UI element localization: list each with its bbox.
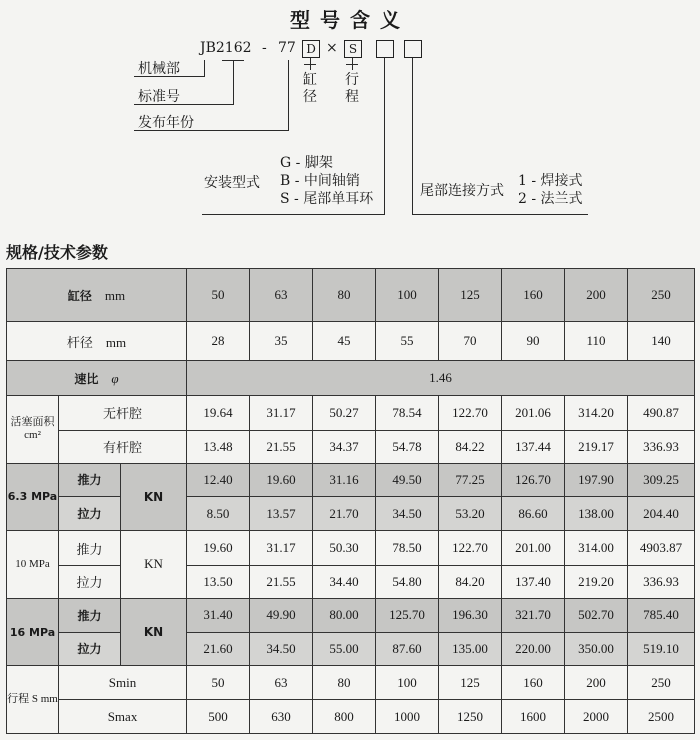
p16-label: 16 MPa [7,598,59,666]
force-cell: 49.90 [250,598,313,632]
force-cell: 34.50 [376,497,439,531]
area-cell: 122.70 [439,395,502,430]
force-cell: 84.20 [439,565,502,598]
area-cell: 21.55 [250,430,313,463]
force-cell: 21.60 [187,632,250,666]
stroke-cell: 1250 [439,700,502,734]
row-p63-pull [7,497,695,531]
stroke-label: 行程 S mm [7,666,59,734]
bore-cell: 250 [628,269,695,322]
area-no-rod-label: 无杆腔 [59,395,187,430]
bore-cell: 160 [502,269,565,322]
force-cell: 220.00 [502,632,565,666]
force-cell: 126.70 [502,463,565,497]
ratio-symbol: φ [111,370,119,386]
force-cell: 219.20 [565,565,628,598]
area-rod-label: 有杆腔 [59,430,187,463]
row-rod [7,322,695,361]
force-cell: 78.50 [376,531,439,566]
rod-cell: 28 [187,322,250,361]
stroke-cell: 630 [250,700,313,734]
stroke-cell: 1600 [502,700,565,734]
force-cell: 77.25 [439,463,502,497]
area-cell: 54.78 [376,430,439,463]
model-title: 型号含义 [290,8,410,32]
mount-option-b: B - 中间轴销 [280,173,360,189]
pull-label: 拉力 [59,497,121,531]
force-cell: 31.17 [250,531,313,566]
force-cell: 34.40 [313,565,376,598]
label-year: 发布年份 [138,115,194,131]
force-cell: 21.70 [313,497,376,531]
rod-cell: 45 [313,322,376,361]
p10-label: 10 MPa [7,531,59,599]
bore-cell: 125 [439,269,502,322]
rod-cell: 140 [628,322,695,361]
stroke-cell: 2500 [628,700,695,734]
force-cell: 53.20 [439,497,502,531]
area-cell: 201.06 [502,395,565,430]
pull-label: 拉力 [59,632,121,666]
bore-cell: 80 [313,269,376,322]
force-cell: 19.60 [187,531,250,566]
model-code-year: 77 [278,40,296,56]
area-cell: 84.22 [439,430,502,463]
label-mount: 安装型式 [204,175,260,191]
stroke-cell: 200 [565,666,628,700]
bore-label: 缸径 [67,288,92,303]
row-area-no-rod [7,395,695,430]
area-cell: 336.93 [628,430,695,463]
force-cell: 31.40 [187,598,250,632]
section-title: 规格/技术参数 [6,243,108,262]
label-standard: 标准号 [138,89,180,105]
stroke-cell: 2000 [565,700,628,734]
bore-cell: 50 [187,269,250,322]
force-cell: 201.00 [502,531,565,566]
area-cell: 137.44 [502,430,565,463]
force-cell: 50.30 [313,531,376,566]
row-area-rod [7,430,695,463]
force-cell: 196.30 [439,598,502,632]
stroke-cell: 125 [439,666,502,700]
push-label: 推力 [59,531,121,566]
model-code-times: × [326,40,338,56]
row-p10-push [7,531,695,566]
stroke-cell: 80 [313,666,376,700]
rod-cell: 70 [439,322,502,361]
force-cell: 122.70 [439,531,502,566]
row-p16-pull [7,632,695,666]
p63-label: 6.3 MPa [7,463,59,531]
rod-label: 杆径 [66,334,93,350]
model-code-prefix: JB2162 [200,40,252,56]
row-bore [7,269,695,322]
force-cell: 87.60 [376,632,439,666]
area-cell: 31.17 [250,395,313,430]
label-dept: 机械部 [138,61,180,77]
force-cell: 4903.87 [628,531,695,566]
stroke-cell: 50 [187,666,250,700]
push-label: 推力 [59,463,121,497]
stroke-cell: 100 [376,666,439,700]
label-tail: 尾部连接方式 [420,183,504,199]
rod-cell: 110 [565,322,628,361]
force-unit: KN [121,598,187,666]
row-p16-push [7,598,695,632]
force-cell: 54.80 [376,565,439,598]
force-cell: 55.00 [313,632,376,666]
row-smax [7,700,695,734]
row-ratio [7,361,695,396]
area-cell: 314.20 [565,395,628,430]
label-stroke: 行程 [345,72,359,105]
area-cell: 50.27 [313,395,376,430]
force-cell: 86.60 [502,497,565,531]
stroke-cell: 63 [250,666,313,700]
force-cell: 34.50 [250,632,313,666]
smax-label: Smax [59,700,187,734]
force-cell: 336.93 [628,565,695,598]
force-cell: 125.70 [376,598,439,632]
force-unit: KN [121,463,187,531]
row-p63-push [7,463,695,497]
force-cell: 49.50 [376,463,439,497]
force-cell: 785.40 [628,598,695,632]
model-code-dash: - [262,40,267,56]
stroke-cell: 500 [187,700,250,734]
rod-cell: 55 [376,322,439,361]
force-cell: 502.70 [565,598,628,632]
area-cell: 490.87 [628,395,695,430]
mount-code-box: S [344,40,362,58]
stroke-cell: 250 [628,666,695,700]
force-cell: 8.50 [187,497,250,531]
force-cell: 138.00 [565,497,628,531]
force-cell: 80.00 [313,598,376,632]
label-bore: 缸径 [303,72,317,105]
force-cell: 13.57 [250,497,313,531]
stroke-cell: 1000 [376,700,439,734]
force-cell: 137.40 [502,565,565,598]
mount-option-g: G - 脚架 [280,155,333,171]
tail-option-1: 1 - 焊接式 [518,173,583,189]
force-cell: 314.00 [565,531,628,566]
bore-code-box: D [302,40,320,58]
force-cell: 197.90 [565,463,628,497]
pull-label: 拉力 [59,565,121,598]
mount-option-s: S - 尾部单耳环 [280,191,374,207]
tail-type-box [404,40,422,58]
force-cell: 204.40 [628,497,695,531]
force-unit: KN [121,531,187,599]
ratio-value: 1.46 [187,361,695,396]
force-cell: 13.50 [187,565,250,598]
stroke-cell: 800 [313,700,376,734]
area-cell: 78.54 [376,395,439,430]
rod-cell: 90 [502,322,565,361]
force-cell: 21.55 [250,565,313,598]
rod-cell: 35 [250,322,313,361]
smin-label: Smin [59,666,187,700]
area-cell: 34.37 [313,430,376,463]
row-p10-pull [7,565,695,598]
area-cell: 219.17 [565,430,628,463]
force-cell: 321.70 [502,598,565,632]
bore-cell: 100 [376,269,439,322]
stroke-cell: 160 [502,666,565,700]
mount-type-box [376,40,394,58]
spec-table [6,268,695,734]
force-cell: 12.40 [187,463,250,497]
area-cell: 13.48 [187,430,250,463]
area-label: 活塞面积cm² [7,395,59,463]
force-cell: 31.16 [313,463,376,497]
bore-cell: 63 [250,269,313,322]
force-cell: 350.00 [565,632,628,666]
force-cell: 135.00 [439,632,502,666]
ratio-label: 速比 [74,371,99,386]
push-label: 推力 [59,598,121,632]
bore-cell: 200 [565,269,628,322]
force-cell: 19.60 [250,463,313,497]
tail-option-2: 2 - 法兰式 [518,191,583,207]
row-smin [7,666,695,700]
rod-unit: mm [105,334,127,350]
bore-unit: mm [104,287,126,303]
force-cell: 519.10 [628,632,695,666]
force-cell: 309.25 [628,463,695,497]
area-cell: 19.64 [187,395,250,430]
